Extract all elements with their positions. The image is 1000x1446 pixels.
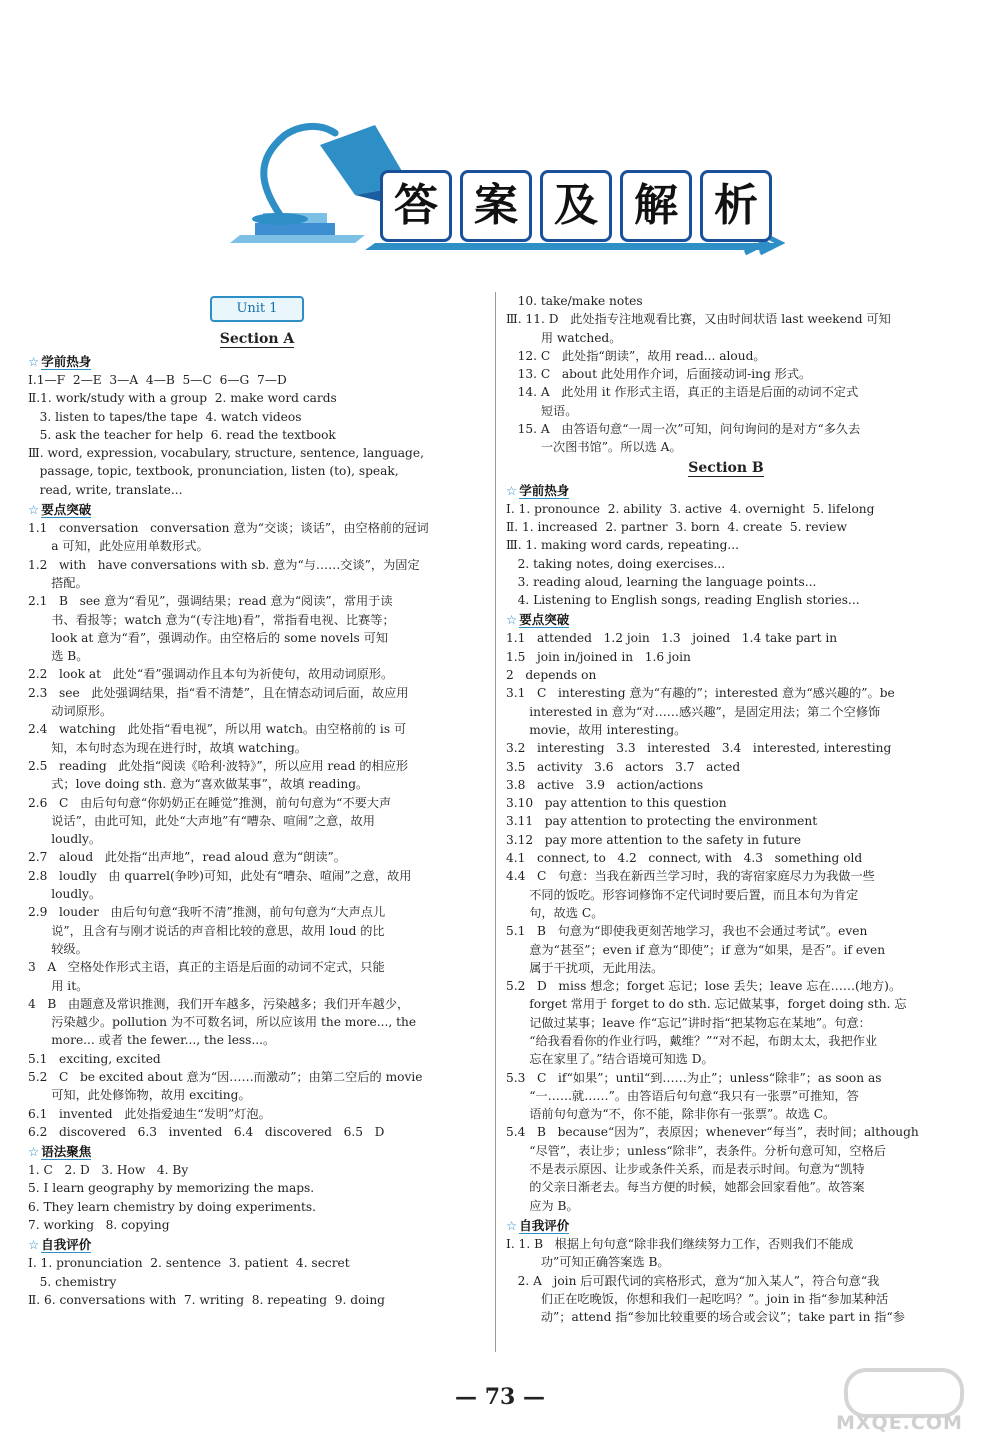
answer-line: 说”，且含有与刚才说话的声音相比较的意思，故用 loud 的比 xyxy=(28,923,385,938)
answer-line: 较级。 xyxy=(28,941,88,956)
answer-line: 6.1 invented 此处指爱迪生“发明”灯泡。 xyxy=(28,1106,271,1121)
answer-line: 5. ask the teacher for help 6. read the textbook xyxy=(28,427,336,442)
block-heading-text: 要点突破 xyxy=(519,612,570,628)
answer-line: Ⅲ. word, expression, vocabulary, structure, sentence, language, xyxy=(28,446,424,461)
answer-line: 4.1 connect, to 4.2 connect, with 4.3 something old xyxy=(506,851,863,866)
block-heading xyxy=(28,500,486,519)
star-icon: ☆ xyxy=(28,1144,40,1160)
answer-line: “一……就……”。由答语后句句意“我只有一张票”可推知，答 xyxy=(506,1088,859,1103)
answer-line: 2. taking notes, doing exercises... xyxy=(506,556,726,571)
block-heading xyxy=(28,352,486,371)
answer-line: 5.1 B 句意为“即使我更刻苦地学习，我也不会通过考试”。even xyxy=(506,924,868,939)
answer-line: 3.10 pay attention to this question xyxy=(506,796,727,811)
section-title: Section B xyxy=(688,459,764,476)
star-icon: ☆ xyxy=(506,1217,518,1233)
answer-line: 2.7 aloud 此处指“出声地”，read aloud 意为“朗读”。 xyxy=(28,850,346,865)
star-icon: ☆ xyxy=(506,482,518,498)
answer-line: 用 watched。 xyxy=(506,330,622,345)
answer-line: 3.2 interesting 3.3 interested 3.4 interested, interesting xyxy=(506,741,892,756)
answer-line: 句，故选 C。 xyxy=(506,905,604,920)
answer-line: 们正在吃晚饭，你想和我们一起吃吗？”。join in 指“参加某种活 xyxy=(506,1291,889,1306)
answer-line: 意为“甚至”；even if 意为“即使”；if 意为“如果，是否”。if even xyxy=(506,942,886,957)
watermark-ring xyxy=(844,1368,964,1418)
answer-line: 3.11 pay attention to protecting the environment xyxy=(506,814,818,829)
watermark-text: MXQE.COM xyxy=(836,1412,963,1434)
answer-line: 2.9 louder 由后句句意“我听不清”推测，前句句意为“大声点儿 xyxy=(28,905,386,920)
answer-line: 5.2 D miss 想念；forget 忘记；lose 丢失；leave 忘在……(地方)。 xyxy=(506,979,902,994)
answer-line: Ⅰ.1—F 2—E 3—A 4—B 5—C 6—G 7—D xyxy=(28,373,287,387)
unit-badge: Unit 1 xyxy=(210,296,304,322)
answer-line: “给我看看你的作业行吗，戴维？”“对不起，布朗太太，我把作业 xyxy=(506,1033,878,1048)
answer-line: 2.5 reading 此处指“阅读《哈利·波特》”，所以应用 read 的相应形 xyxy=(28,758,409,773)
block-heading-text: 自我评价 xyxy=(519,1217,570,1233)
banner-title-char: 答 xyxy=(380,170,452,242)
answer-line: 3 A 空格处作形式主语，真正的主语是后面的动词不定式，只能 xyxy=(28,960,385,975)
answer-line: 6.2 discovered 6.3 invented 6.4 discovered 6.5 D xyxy=(28,1124,385,1139)
answer-line: 动”；attend 指“参加比较重要的场合或会议”；take part in 指“参 xyxy=(506,1310,905,1325)
block-heading xyxy=(28,1235,486,1254)
banner-title-char: 及 xyxy=(540,170,612,242)
block-heading-text: 自我评价 xyxy=(41,1237,92,1253)
block-heading xyxy=(506,481,946,500)
answer-line: Ⅱ. 6. conversations with 7. writing 8. repeating 9. doing xyxy=(28,1292,385,1307)
right-intro xyxy=(506,292,946,457)
answer-line: 6. They learn chemistry by doing experiments. xyxy=(28,1199,317,1214)
answer-line: 属于干扰项，无此用法。 xyxy=(506,960,664,975)
block-heading xyxy=(506,610,946,629)
answer-line: 2.4 watching 此处指“看电视”，所以用 watch。由空格前的 is 可 xyxy=(28,722,407,737)
block-heading-text: 学前热身 xyxy=(41,354,92,369)
right-blocks xyxy=(506,481,946,1327)
answer-line: 2.1 B see 意为“看见”，强调结果；read 意为“阅读”，常用于读 xyxy=(28,594,393,609)
answer-line: 2 depends on xyxy=(506,668,597,683)
answer-line: 功”可知正确答案选 B。 xyxy=(506,1255,670,1270)
answer-line: a 可知，此处应用单数形式。 xyxy=(28,539,209,554)
answer-line: read, write, translate... xyxy=(28,482,183,497)
answer-line: 3.1 C interesting 意为“有趣的”；interested 意为“感兴趣的”。be xyxy=(506,686,895,701)
answer-line: 1.2 with have conversations with sb. 意为“与……交谈”，为固定 xyxy=(28,557,420,572)
answer-line: 不同的饭吃。形容词修饰不定代词时要后置，而且本句为肯定 xyxy=(506,887,859,902)
answer-line: 12. C 此处指“朗读”，故用 read... aloud。 xyxy=(506,348,766,363)
star-icon: ☆ xyxy=(28,502,40,518)
answer-line: 1.1 attended 1.2 join 1.3 joined 1.4 take part in xyxy=(506,631,838,646)
answer-line: Ⅲ. 11. D 此处指专注地观看比赛，又由时间状语 last weekend 可知 xyxy=(506,312,891,327)
answer-line: 短语。 xyxy=(506,403,578,418)
star-icon: ☆ xyxy=(28,354,40,369)
answer-line: 5.1 exciting, excited xyxy=(28,1051,161,1066)
answer-line: 一次图书馆”。所以选 A。 xyxy=(506,440,682,455)
answer-line: 语前句句意为“不，你不能，除非你有一张票”。故选 C。 xyxy=(506,1107,836,1122)
section-title: Section A xyxy=(219,331,295,347)
answer-line: 7. working 8. copying xyxy=(28,1218,170,1233)
answer-line: 14. A 此处用 it 作形式主语，真正的主语是后面的动词不定式 xyxy=(506,385,859,400)
answer-line: 动词原形。 xyxy=(28,704,113,719)
answer-line: 3. listen to tapes/the tape 4. watch videos xyxy=(28,409,302,424)
answer-line: more... 或者 the fewer..., the less...。 xyxy=(28,1033,276,1048)
answer-line: 4.4 C 句意：当我在新西兰学习时，我的寄宿家庭尽力为我做一些 xyxy=(506,869,875,884)
right-column xyxy=(506,292,946,1326)
star-icon: ☆ xyxy=(28,1237,40,1253)
answer-line: 书、看报等；watch 意为“(专注地)看”，常指看电视、比赛等； xyxy=(28,612,395,627)
answer-line: 5.2 C be excited about 意为“因……而激动”；由第二空后的 movie xyxy=(28,1069,423,1084)
answer-line: movie，故用 interesting。 xyxy=(506,722,687,737)
answer-line: 忘在家里了。”结合语境可知选 D。 xyxy=(506,1052,714,1067)
answer-line: 2.8 loudly 由 quarrel(争吵)可知，此处有“嘈杂、喧闹”之意，故用 xyxy=(28,868,412,883)
answer-line: 4 B 由题意及常识推测，我们开车越多，污染越多；我们开车越少， xyxy=(28,996,410,1011)
answer-line: 搭配。 xyxy=(28,575,88,590)
banner-title-char: 案 xyxy=(460,170,532,242)
answer-line: Ⅱ. 1. increased 2. partner 3. born 4. create 5. review xyxy=(506,519,847,534)
answer-line: loudly。 xyxy=(28,887,102,902)
banner-title-char: 析 xyxy=(700,170,772,242)
answer-line: 3.12 pay more attention to the safety in future xyxy=(506,832,801,847)
answer-line: 说话”，由此可知，此处“大声地”有“嘈杂、喧闹”之意，故用 xyxy=(28,813,375,828)
answer-line: 可知，此处修饰物，故用 exciting。 xyxy=(28,1088,251,1103)
answer-line: 污染越少。pollution 为不可数名词，所以应该用 the more..., the xyxy=(28,1015,417,1030)
answer-line: 2.2 look at 此处“看”强调动作且本句为祈使句，故用动词原形。 xyxy=(28,667,394,682)
answer-line: “尽管”，表让步；unless“除非”，表条件。分析句意可知，空格后 xyxy=(506,1143,886,1158)
answer-line: 2.3 see 此处强调结果，指“看不清楚”，且在情态动词后面，故应用 xyxy=(28,685,409,700)
left-blocks xyxy=(28,352,486,1309)
answer-line: 5.4 B because“因为”，表原因；whenever“每当”，表时间；although xyxy=(506,1125,919,1140)
answer-line: 用 it。 xyxy=(28,978,89,993)
answer-line: 的父亲日渐老去。每当方便的时候，她都会回家看他”。故答案 xyxy=(506,1180,865,1195)
answer-line: 2.6 C 由后句句意“你奶奶正在睡觉”推测，前句句意为“不要大声 xyxy=(28,795,392,810)
answer-line: 5.3 C if“如果”；until“到……为止”；unless“除非”；as soon as xyxy=(506,1070,882,1085)
answer-line: 应为 B。 xyxy=(506,1198,579,1213)
answer-line: 知，本句时态为现在进行时，故填 watching。 xyxy=(28,740,307,755)
watermark-logo xyxy=(836,1368,964,1438)
block-heading-text: 要点突破 xyxy=(41,502,92,518)
answer-line: loudly。 xyxy=(28,832,102,847)
answer-line: Ⅰ. 1. B 根据上句句意“除非我们继续努力工作，否则我们不能成 xyxy=(506,1236,854,1251)
answer-line: interested in 意为“对……感兴趣”，是固定用法；第二个空修饰 xyxy=(506,704,881,719)
answer-line: Ⅱ.1. work/study with a group 2. make word cards xyxy=(28,391,337,406)
answer-line: 5. I learn geography by memorizing the maps. xyxy=(28,1181,315,1196)
answer-line: Ⅰ. 1. pronounce 2. ability 3. active 4. overnight 5. lifelong xyxy=(506,501,875,516)
answer-line: 15. A 由答语句意“一周一次”可知，问句询问的是对方“多久去 xyxy=(506,422,861,437)
answer-line: 4. Listening to English songs, reading English stories... xyxy=(506,593,860,608)
answer-line: look at 意为“看”，强调动作。由空格后的 some novels 可知 xyxy=(28,630,389,645)
page-number: — 73 — xyxy=(455,1384,545,1410)
answer-line: 选 B。 xyxy=(28,649,89,664)
answer-line: 1.5 join in/joined in 1.6 join xyxy=(506,649,691,664)
answer-line: Ⅰ. 1. pronunciation 2. sentence 3. patient 4. secret xyxy=(28,1256,350,1271)
banner-title-char: 解 xyxy=(620,170,692,242)
answer-line: Ⅲ. 1. making word cards, repeating... xyxy=(506,538,740,553)
answer-line: 10. take/make notes xyxy=(506,294,643,308)
star-icon: ☆ xyxy=(506,612,518,628)
answer-line: 不是表示原因、让步或条件关系，而是表示时间。句意为“凯特 xyxy=(506,1162,865,1177)
block-heading-text: 语法聚焦 xyxy=(41,1144,92,1160)
answer-line: passage, topic, textbook, pronunciation, listen (to), speak, xyxy=(28,464,399,479)
answer-line: 2. A join 后可跟代词的宾格形式，意为“加入某人”，符合句意“我 xyxy=(506,1273,880,1288)
answer-line: 式；love doing sth. 意为“喜欢做某事”，故填 reading。 xyxy=(28,777,369,792)
answer-line: 13. C about 此处用作介词，后面接动词-ing 形式。 xyxy=(506,367,812,382)
answer-line: 记做过某事；leave 作“忘记”讲时指“把某物忘在某地”。句意： xyxy=(506,1015,871,1030)
left-column xyxy=(28,292,486,1309)
column-divider xyxy=(495,292,496,1352)
answer-line: 3. reading aloud, learning the language points... xyxy=(506,574,817,589)
answer-line: 5. chemistry xyxy=(28,1274,117,1289)
answer-line: 1. C 2. D 3. How 4. By xyxy=(28,1163,189,1178)
block-heading-text: 学前热身 xyxy=(519,482,570,498)
answer-banner xyxy=(225,115,785,265)
answer-line: 1.1 conversation conversation 意为“交谈；谈话”，由空格前的冠词 xyxy=(28,521,429,536)
answer-line: forget 常用于 forget to do sth. 忘记做某事，forget doing sth. 忘 xyxy=(506,997,907,1012)
banner-title xyxy=(380,170,780,242)
block-heading xyxy=(506,1216,946,1235)
answer-line: 3.8 active 3.9 action/actions xyxy=(506,777,704,792)
answer-line: 3.5 activity 3.6 actors 3.7 acted xyxy=(506,759,741,774)
block-heading xyxy=(28,1142,486,1161)
